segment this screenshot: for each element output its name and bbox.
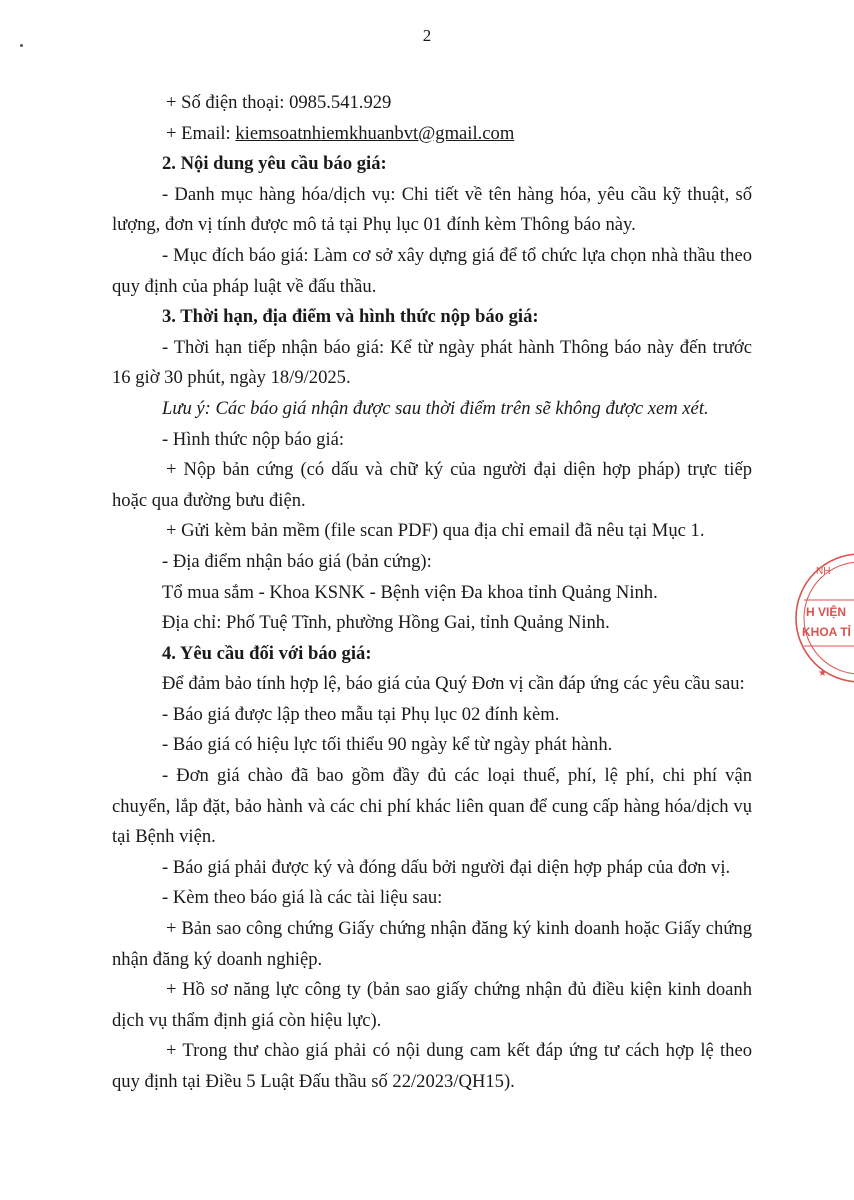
section-3-heading: 3. Thời hạn, địa điểm và hình thức nộp báo giá: (162, 306, 539, 328)
email-link[interactable]: kiemsoatnhiemkhuanbvt@gmail.com (235, 122, 515, 144)
section-4-pricing: - Đơn giá chào đã bao gồm đầy đủ các loại thuế, phí, lệ phí, chi phí vận chuyển, lắp đặt, bảo hành và các chi phí khác liên quan để cung cấp hàng hóa/dịch vụ tại Bệnh viện. (112, 765, 752, 848)
section-4-heading: 4. Yêu cầu đối với báo giá: (162, 642, 372, 664)
section-4-capability-profile: + Hồ sơ năng lực công ty (bản sao giấy chứng nhận đủ điều kiện kinh doanh dịch vụ thẩm định giá còn hiệu lực). (112, 979, 752, 1031)
contact-phone: + Số điện thoại: 0985.541.929 (166, 92, 392, 113)
red-seal-stamp (790, 548, 854, 688)
page-number: 2 (422, 26, 432, 45)
section-4-commitment: + Trong thư chào giá phải có nội dung cam kết đáp ứng tư cách hợp lệ theo quy định tại Điều 5 Luật Đấu thầu số 22/2023/QH15). (112, 1040, 752, 1092)
section-3-location: - Địa điểm nhận báo giá (bản cứng): (162, 550, 432, 572)
section-4-attachments: - Kèm theo báo giá là các tài liệu sau: (162, 887, 443, 909)
scan-mark (20, 44, 23, 47)
contact-email-line (112, 119, 752, 150)
document-body (112, 88, 752, 1098)
email-prefix: + Email: (166, 122, 236, 144)
section-4-signature: - Báo giá phải được ký và đóng dấu bởi người đại diện hợp pháp của đơn vị. (162, 856, 731, 878)
section-3-soft-copy: + Gửi kèm bản mềm (file scan PDF) qua địa chỉ email đã nêu tại Mục 1. (166, 520, 705, 542)
section-2-heading: 2. Nội dung yêu cầu báo giá: (162, 153, 387, 175)
stamp-text-line1: H VIỆN (806, 605, 847, 619)
section-4-template: - Báo giá được lập theo mẫu tại Phụ lục 02 đính kèm. (162, 703, 560, 725)
section-3-receiver: Tổ mua sắm - Khoa KSNK - Bệnh viện Đa khoa tỉnh Quảng Ninh. (162, 581, 658, 603)
section-3-submission-form: - Hình thức nộp báo giá: (162, 428, 345, 450)
section-2-goods-list: - Danh mục hàng hóa/dịch vụ: Chi tiết về tên hàng hóa, yêu cầu kỹ thuật, số lượng, đơn vị tính được mô tả tại Phụ lục 01 đính kèm Thông báo này. (112, 183, 752, 236)
section-3-hard-copy: + Nộp bản cứng (có dấu và chữ ký của người đại diện hợp pháp) trực tiếp hoặc qua đường bưu điện. (112, 459, 752, 511)
section-3-deadline: - Thời hạn tiếp nhận báo giá: Kể từ ngày phát hành Thông báo này đến trước 16 giờ 30 phút, ngày 18/9/2025. (112, 336, 752, 389)
stamp-text-line2: KHOA TỈ (802, 625, 851, 639)
section-4-business-license: + Bản sao công chứng Giấy chứng nhận đăng ký kinh doanh hoặc Giấy chứng nhận đăng ký doanh nghiệp. (112, 918, 752, 970)
section-4-intro: Để đảm bảo tính hợp lệ, báo giá của Quý Đơn vị cần đáp ứng các yêu cầu sau: (162, 673, 745, 695)
section-2-purpose: - Mục đích báo giá: Làm cơ sở xây dựng giá để tổ chức lựa chọn nhà thầu theo quy định của pháp luật về đấu thầu. (112, 244, 752, 297)
section-3-note: Lưu ý: Các báo giá nhận được sau thời điểm trên sẽ không được xem xét. (162, 397, 709, 419)
section-3-address: Địa chỉ: Phố Tuệ Tĩnh, phường Hồng Gai, tỉnh Quảng Ninh. (162, 612, 610, 634)
stamp-text-top: NH (816, 566, 831, 577)
stamp-star-icon: ★ (818, 668, 827, 679)
section-4-validity: - Báo giá có hiệu lực tối thiểu 90 ngày kể từ ngày phát hành. (162, 734, 613, 756)
